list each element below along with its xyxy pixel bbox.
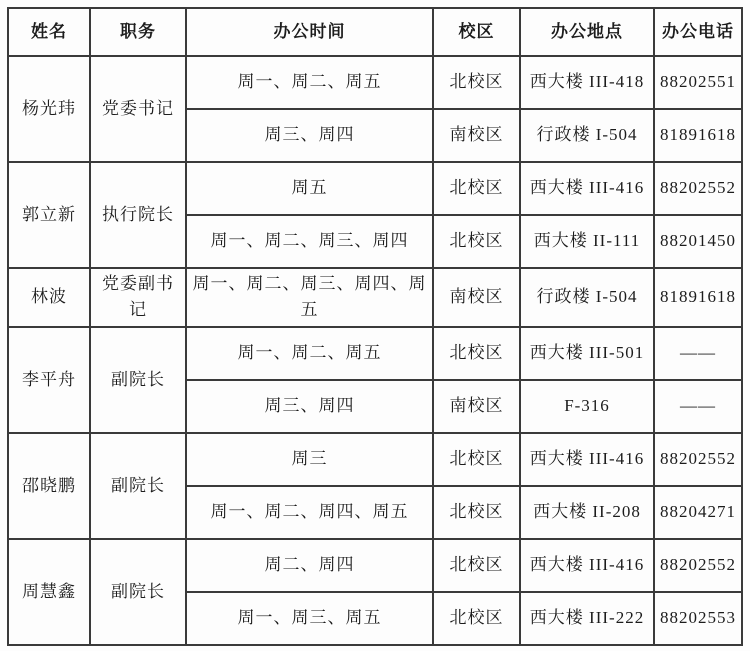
- column-header-location: 办公地点: [520, 8, 654, 56]
- cell-campus: 北校区: [433, 56, 520, 109]
- cell-time: 周一、周二、周三、周四、周五: [186, 268, 433, 327]
- cell-location: F-316: [520, 380, 654, 433]
- table-row: [8, 433, 742, 486]
- cell-phone: ——: [654, 327, 742, 380]
- column-header-name: 姓名: [8, 8, 90, 56]
- cell-time: 周一、周二、周五: [186, 56, 433, 109]
- cell-time: 周一、周二、周五: [186, 327, 433, 380]
- table-row: [8, 162, 742, 215]
- cell-location: 西大楼 III-416: [520, 162, 654, 215]
- cell-name: 杨光玮: [8, 56, 90, 162]
- cell-title: 党委书记: [90, 56, 186, 162]
- cell-phone: 81891618: [654, 109, 742, 162]
- table-row: [8, 539, 742, 592]
- cell-campus: 北校区: [433, 433, 520, 486]
- cell-phone: 81891618: [654, 268, 742, 327]
- cell-location: 行政楼 I-504: [520, 109, 654, 162]
- cell-phone: 88202552: [654, 162, 742, 215]
- column-header-time: 办公时间: [186, 8, 433, 56]
- cell-title: 副院长: [90, 433, 186, 539]
- cell-campus: 北校区: [433, 162, 520, 215]
- cell-time: 周三、周四: [186, 380, 433, 433]
- cell-location: 西大楼 III-501: [520, 327, 654, 380]
- cell-location: 西大楼 II-208: [520, 486, 654, 539]
- cell-campus: 北校区: [433, 592, 520, 645]
- cell-phone: 88204271: [654, 486, 742, 539]
- cell-time: 周一、周二、周四、周五: [186, 486, 433, 539]
- cell-name: 邵晓鹏: [8, 433, 90, 539]
- cell-location: 行政楼 I-504: [520, 268, 654, 327]
- column-header-phone: 办公电话: [654, 8, 742, 56]
- column-header-campus: 校区: [433, 8, 520, 56]
- cell-title: 副院长: [90, 539, 186, 645]
- table-row: [8, 56, 742, 109]
- cell-campus: 南校区: [433, 268, 520, 327]
- cell-location: 西大楼 III-418: [520, 56, 654, 109]
- office-hours-table: [7, 7, 743, 646]
- table-header-row: [8, 8, 742, 56]
- cell-location: 西大楼 III-222: [520, 592, 654, 645]
- cell-time: 周三: [186, 433, 433, 486]
- cell-location: 西大楼 III-416: [520, 433, 654, 486]
- cell-time: 周一、周三、周五: [186, 592, 433, 645]
- table-row: [8, 268, 742, 327]
- cell-phone: 88202552: [654, 433, 742, 486]
- cell-title: 执行院长: [90, 162, 186, 268]
- cell-time: 周五: [186, 162, 433, 215]
- cell-title: 副院长: [90, 327, 186, 433]
- cell-campus: 北校区: [433, 539, 520, 592]
- cell-campus: 南校区: [433, 109, 520, 162]
- cell-campus: 北校区: [433, 486, 520, 539]
- cell-name: 郭立新: [8, 162, 90, 268]
- cell-title: 党委副书记: [90, 268, 186, 327]
- cell-phone: 88201450: [654, 215, 742, 268]
- cell-phone: 88202551: [654, 56, 742, 109]
- cell-campus: 北校区: [433, 215, 520, 268]
- cell-time: 周二、周四: [186, 539, 433, 592]
- cell-phone: 88202552: [654, 539, 742, 592]
- column-header-title: 职务: [90, 8, 186, 56]
- cell-time: 周一、周二、周三、周四: [186, 215, 433, 268]
- cell-phone: ——: [654, 380, 742, 433]
- cell-phone: 88202553: [654, 592, 742, 645]
- cell-name: 林波: [8, 268, 90, 327]
- cell-campus: 北校区: [433, 327, 520, 380]
- cell-name: 李平舟: [8, 327, 90, 433]
- cell-location: 西大楼 III-416: [520, 539, 654, 592]
- cell-campus: 南校区: [433, 380, 520, 433]
- cell-time: 周三、周四: [186, 109, 433, 162]
- table-row: [8, 327, 742, 380]
- cell-name: 周慧鑫: [8, 539, 90, 645]
- cell-location: 西大楼 II-111: [520, 215, 654, 268]
